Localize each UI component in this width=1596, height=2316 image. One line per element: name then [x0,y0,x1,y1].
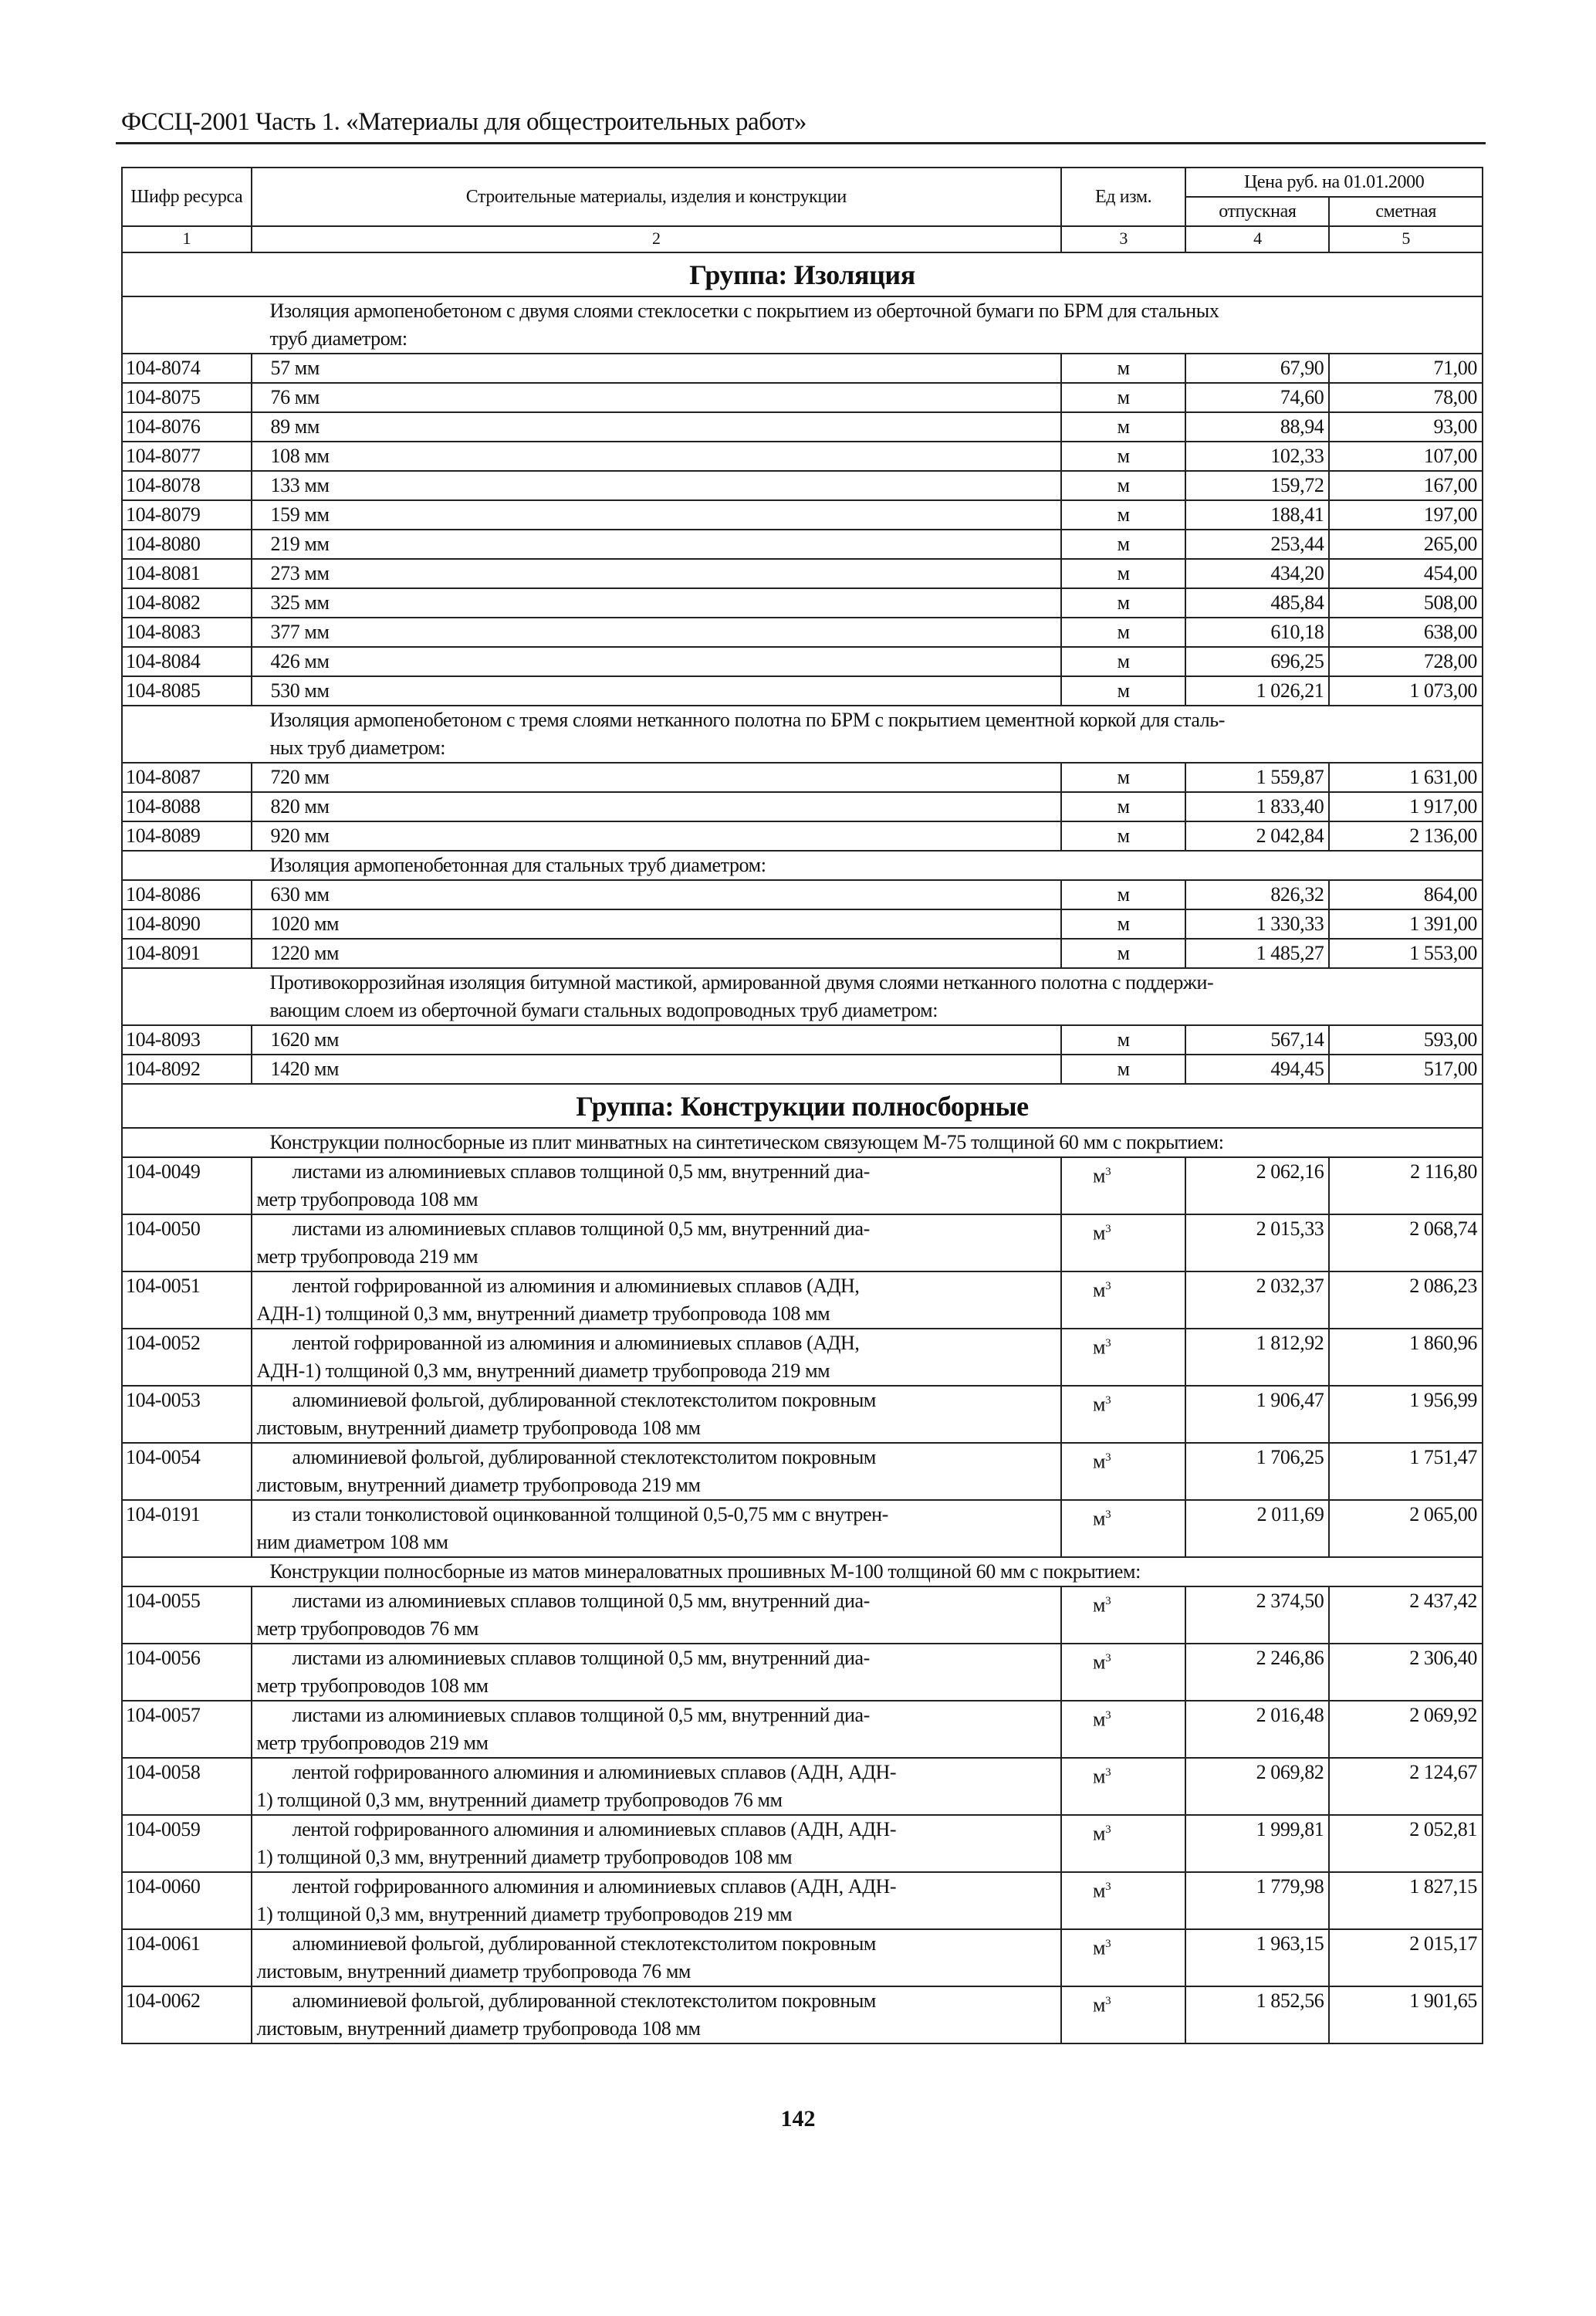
resource-code: 104-0062 [122,1986,252,2043]
table-row [122,442,1483,471]
unit [1061,647,1185,676]
unit-text: м [1117,474,1130,496]
release-price: 2 011,69 [1185,1500,1329,1557]
item-name: 325 мм [252,588,1062,618]
price-table [121,167,1483,2044]
item-name: 1420 мм [252,1055,1062,1084]
unit-superscript: 3 [1105,1595,1111,1607]
unit-text: м [1093,1765,1106,1788]
unit-superscript: 3 [1105,1709,1111,1722]
unit-text: м [1093,1507,1106,1530]
resource-code: 104-8087 [122,763,252,792]
estimate-price: 1 827,15 [1329,1872,1483,1929]
resource-code: 104-8093 [122,1025,252,1055]
table-row [122,1214,1483,1271]
subheading: Изоляция армопенобетонная для стальных труб диаметром: [252,851,1483,880]
unit [1061,763,1185,792]
group-heading-row [122,252,1483,296]
unit-text: м [1093,1993,1106,2016]
resource-code: 104-0061 [122,1929,252,1986]
unit-superscript: 3 [1105,1337,1111,1349]
unit-text: м [1117,650,1130,672]
release-price: 102,33 [1185,442,1329,471]
table-row [122,821,1483,851]
table-row [122,880,1483,909]
table-row [122,471,1483,500]
table-row [122,1815,1483,1872]
estimate-price: 517,00 [1329,1055,1483,1084]
unit [1061,1872,1185,1929]
unit [1061,588,1185,618]
unit [1061,1986,1185,2043]
table-row [122,1644,1483,1701]
item-name: 920 мм [252,821,1062,851]
unit [1061,442,1185,471]
unit-text: м [1117,766,1130,788]
resource-code: 104-0058 [122,1758,252,1815]
estimate-price: 1 917,00 [1329,792,1483,821]
estimate-price: 167,00 [1329,471,1483,500]
item-name: 1020 мм [252,909,1062,939]
table-row [122,1872,1483,1929]
item-name: 133 мм [252,471,1062,500]
unit-text: м [1117,913,1130,935]
unit-text: м [1117,1058,1130,1080]
estimate-price: 1 751,47 [1329,1443,1483,1500]
estimate-price: 2 124,67 [1329,1758,1483,1815]
resource-code: 104-0054 [122,1443,252,1500]
resource-code: 104-8078 [122,471,252,500]
subheading-row [122,296,1483,354]
estimate-price: 2 069,92 [1329,1701,1483,1758]
unit [1061,1157,1185,1214]
resource-code: 104-8092 [122,1055,252,1084]
empty-cell [122,706,252,763]
unit [1061,412,1185,442]
table-row [122,676,1483,706]
item-name: 1220 мм [252,939,1062,968]
item-name: 159 мм [252,500,1062,530]
resource-code: 104-8075 [122,383,252,412]
resource-code: 104-8082 [122,588,252,618]
estimate-price: 728,00 [1329,647,1483,676]
unit-text: м [1117,1028,1130,1051]
subheading-row [122,968,1483,1025]
col-header-code: Шифр ресурса [122,168,252,226]
unit [1061,559,1185,588]
unit-superscript: 3 [1105,1394,1111,1407]
document-header: ФССЦ-2001 Часть 1. «Материалы для общестроительных работ» [121,108,806,136]
item-name: 273 мм [252,559,1062,588]
item-name: листами из алюминиевых сплавов толщиной 0,5 мм, внутренний диа- метр трубопроводов 108 мм [252,1644,1062,1701]
release-price: 1 833,40 [1185,792,1329,821]
unit [1061,1758,1185,1815]
table-row [122,647,1483,676]
unit-text: м [1093,1879,1106,1902]
release-price: 610,18 [1185,618,1329,647]
resource-code: 104-8080 [122,530,252,559]
estimate-price: 2 065,00 [1329,1500,1483,1557]
unit [1061,880,1185,909]
subheading-row [122,1128,1483,1157]
estimate-price: 864,00 [1329,880,1483,909]
unit-text: м [1093,1651,1106,1674]
unit-text: м [1117,445,1130,467]
subheading-row [122,706,1483,763]
col-header-name: Строительные материалы, изделия и конструкции [252,168,1062,226]
unit-text: м [1093,1450,1106,1473]
unit-superscript: 3 [1105,1223,1111,1235]
resource-code: 104-8089 [122,821,252,851]
unit-superscript: 3 [1105,1280,1111,1292]
release-price: 485,84 [1185,588,1329,618]
table-row [122,1271,1483,1329]
resource-code: 104-8088 [122,792,252,821]
unit [1061,939,1185,968]
col-header-price: Цена руб. на 01.01.2000 [1185,168,1483,197]
estimate-price: 93,00 [1329,412,1483,442]
unit [1061,500,1185,530]
unit [1061,1386,1185,1443]
item-name: листами из алюминиевых сплавов толщиной 0,5 мм, внутренний диа- метр трубопроводов 219 мм [252,1701,1062,1758]
estimate-price: 1 391,00 [1329,909,1483,939]
item-name: лентой гофрированного алюминия и алюминиевых сплавов (АДН, АДН- 1) толщиной 0,3 мм, внутренний диаметр трубопроводов 108 мм [252,1815,1062,1872]
table-row [122,1929,1483,1986]
unit-text: м [1117,679,1130,702]
table-row [122,354,1483,383]
table-row [122,1986,1483,2043]
unit-superscript: 3 [1105,1451,1111,1464]
estimate-price: 78,00 [1329,383,1483,412]
unit [1061,618,1185,647]
resource-code: 104-8091 [122,939,252,968]
resource-code: 104-8081 [122,559,252,588]
item-name: лентой гофрированного алюминия и алюминиевых сплавов (АДН, АДН- 1) толщиной 0,3 мм, внутренний диаметр трубопроводов 76 мм [252,1758,1062,1815]
unit [1061,1500,1185,1557]
estimate-price: 1 956,99 [1329,1386,1483,1443]
unit-text: м [1117,621,1130,643]
table-row [122,1500,1483,1557]
release-price: 1 812,92 [1185,1329,1329,1386]
resource-code: 104-8079 [122,500,252,530]
resource-code: 104-0052 [122,1329,252,1386]
unit [1061,1271,1185,1329]
subheading-row [122,851,1483,880]
resource-code: 104-0059 [122,1815,252,1872]
subheading: Изоляция армопенобетоном с тремя слоями нетканного полотна по БРМ с покрытием цементной коркой для сталь- ных труб диаметром: [252,706,1483,763]
release-price: 696,25 [1185,647,1329,676]
release-price: 159,72 [1185,471,1329,500]
estimate-price: 197,00 [1329,500,1483,530]
estimate-price: 1 901,65 [1329,1986,1483,2043]
release-price: 1 852,56 [1185,1986,1329,2043]
unit [1061,1701,1185,1758]
item-name: листами из алюминиевых сплавов толщиной 0,5 мм, внутренний диа- метр трубопровода 219 мм [252,1214,1062,1271]
estimate-price: 265,00 [1329,530,1483,559]
estimate-price: 593,00 [1329,1025,1483,1055]
release-price: 826,32 [1185,880,1329,909]
unit-text: м [1093,1708,1106,1731]
estimate-price: 2 116,80 [1329,1157,1483,1214]
unit-text: м [1093,1593,1106,1617]
estimate-price: 2 437,42 [1329,1586,1483,1644]
estimate-price: 1 553,00 [1329,939,1483,968]
table-row [122,530,1483,559]
release-price: 494,45 [1185,1055,1329,1084]
release-price: 1 559,87 [1185,763,1329,792]
estimate-price: 638,00 [1329,618,1483,647]
unit [1061,1443,1185,1500]
subheading: Изоляция армопенобетоном с двумя слоями стеклосетки с покрытием из оберточной бумаги по БРМ для стальных труб диаметром: [252,296,1483,354]
release-price: 567,14 [1185,1025,1329,1055]
unit [1061,383,1185,412]
empty-cell [122,1557,252,1586]
estimate-price: 1 631,00 [1329,763,1483,792]
table-row [122,1443,1483,1500]
item-name: 530 мм [252,676,1062,706]
table-row [122,1025,1483,1055]
col-index: 1 [122,226,252,252]
estimate-price: 2 052,81 [1329,1815,1483,1872]
estimate-price: 2 086,23 [1329,1271,1483,1329]
empty-cell [122,968,252,1025]
estimate-price: 454,00 [1329,559,1483,588]
unit [1061,1025,1185,1055]
unit [1061,1214,1185,1271]
item-name: листами из алюминиевых сплавов толщиной 0,5 мм, внутренний диа- метр трубопроводов 76 мм [252,1586,1062,1644]
estimate-price: 1 073,00 [1329,676,1483,706]
table-row [122,1701,1483,1758]
release-price: 2 374,50 [1185,1586,1329,1644]
item-name: лентой гофрированного алюминия и алюминиевых сплавов (АДН, АДН- 1) толщиной 0,3 мм, внутренний диаметр трубопроводов 219 мм [252,1872,1062,1929]
unit-text: м [1117,883,1130,906]
unit-text: м [1093,1221,1106,1244]
col-index: 2 [252,226,1062,252]
unit-text: м [1117,415,1130,438]
resource-code: 104-8090 [122,909,252,939]
table-row [122,939,1483,968]
release-price: 1 706,25 [1185,1443,1329,1500]
item-name: 108 мм [252,442,1062,471]
col-header-release: отпускная [1185,197,1329,226]
unit-superscript: 3 [1105,1995,1111,2007]
table-row [122,383,1483,412]
resource-code: 104-0049 [122,1157,252,1214]
page-number: 142 [780,2106,816,2131]
release-price: 2 062,16 [1185,1157,1329,1214]
empty-cell [122,851,252,880]
unit [1061,1929,1185,1986]
table-row [122,1055,1483,1084]
resource-code: 104-0053 [122,1386,252,1443]
estimate-price: 2 015,17 [1329,1929,1483,1986]
unit [1061,792,1185,821]
resource-code: 104-8083 [122,618,252,647]
resource-code: 104-8086 [122,880,252,909]
col-index: 5 [1329,226,1483,252]
release-price: 2 032,37 [1185,1271,1329,1329]
resource-code: 104-8074 [122,354,252,383]
release-price: 1 485,27 [1185,939,1329,968]
table-row [122,1586,1483,1644]
unit [1061,909,1185,939]
unit-superscript: 3 [1105,1881,1111,1893]
estimate-price: 2 306,40 [1329,1644,1483,1701]
resource-code: 104-8084 [122,647,252,676]
unit-text: м [1117,824,1130,847]
item-name: 57 мм [252,354,1062,383]
header-rule [116,142,1486,144]
unit-text: м [1117,503,1130,526]
release-price: 253,44 [1185,530,1329,559]
unit-superscript: 3 [1105,1823,1111,1836]
item-name: алюминиевой фольгой, дублированной стеклотекстолитом покровным листовым, внутренний диаметр трубопровода 108 мм [252,1986,1062,2043]
unit-superscript: 3 [1105,1508,1111,1521]
estimate-price: 71,00 [1329,354,1483,383]
unit-text: м [1117,533,1130,555]
table-row [122,763,1483,792]
resource-code: 104-0051 [122,1271,252,1329]
item-name: 630 мм [252,880,1062,909]
col-index: 3 [1061,226,1185,252]
item-name: из стали тонколистовой оцинкованной толщиной 0,5-0,75 мм с внутрен- ним диаметром 108 мм [252,1500,1062,1557]
estimate-price: 2 068,74 [1329,1214,1483,1271]
estimate-price: 2 136,00 [1329,821,1483,851]
unit [1061,1055,1185,1084]
unit [1061,354,1185,383]
unit [1061,1586,1185,1644]
unit-superscript: 3 [1105,1166,1111,1178]
resource-code: 104-8077 [122,442,252,471]
unit [1061,1815,1185,1872]
item-name: 426 мм [252,647,1062,676]
item-name: 76 мм [252,383,1062,412]
unit-text: м [1117,357,1130,379]
item-name: алюминиевой фольгой, дублированной стеклотекстолитом покровным листовым, внутренний диаметр трубопровода 108 мм [252,1386,1062,1443]
unit-text: м [1093,1278,1106,1302]
release-price: 2 246,86 [1185,1644,1329,1701]
release-price: 2 069,82 [1185,1758,1329,1815]
item-name: листами из алюминиевых сплавов толщиной 0,5 мм, внутренний диа- метр трубопровода 108 мм [252,1157,1062,1214]
release-price: 188,41 [1185,500,1329,530]
item-name: лентой гофрированной из алюминия и алюминиевых сплавов (АДН, АДН-1) толщиной 0,3 мм, внутренний диаметр трубопровода 219 мм [252,1329,1062,1386]
group-heading: Группа: Изоляция [122,252,1483,296]
resource-code: 104-0055 [122,1586,252,1644]
table-row [122,1329,1483,1386]
unit-text: м [1093,1822,1106,1845]
release-price: 1 906,47 [1185,1386,1329,1443]
group-heading: Группа: Конструкции полносборные [122,1084,1483,1128]
table-row [122,909,1483,939]
release-price: 2 016,48 [1185,1701,1329,1758]
resource-code: 104-0056 [122,1644,252,1701]
item-name: лентой гофрированной из алюминия и алюминиевых сплавов (АДН, АДН-1) толщиной 0,3 мм, внутренний диаметр трубопровода 108 мм [252,1271,1062,1329]
subheading: Конструкции полносборные из плит минватных на синтетическом связующем М-75 толщиной 60 мм с покрытием: [252,1128,1483,1157]
item-name: 377 мм [252,618,1062,647]
release-price: 1 026,21 [1185,676,1329,706]
item-name: 720 мм [252,763,1062,792]
subheading-row [122,1557,1483,1586]
release-price: 88,94 [1185,412,1329,442]
unit [1061,1644,1185,1701]
unit-text: м [1093,1164,1106,1187]
unit [1061,676,1185,706]
resource-code: 104-8085 [122,676,252,706]
item-name: алюминиевой фольгой, дублированной стеклотекстолитом покровным листовым, внутренний диаметр трубопровода 76 мм [252,1929,1062,1986]
table-row [122,412,1483,442]
estimate-price: 508,00 [1329,588,1483,618]
unit [1061,530,1185,559]
resource-code: 104-0191 [122,1500,252,1557]
subheading: Противокоррозийная изоляция битумной мастикой, армированной двумя слоями нетканного полотна с поддержи- вающим слоем из оберточной бумаги стальных водопроводных труб диаметром: [252,968,1483,1025]
resource-code: 104-0057 [122,1701,252,1758]
unit-text: м [1093,1393,1106,1416]
unit-superscript: 3 [1105,1652,1111,1664]
release-price: 2 042,84 [1185,821,1329,851]
release-price: 434,20 [1185,559,1329,588]
item-name: 89 мм [252,412,1062,442]
unit-text: м [1117,942,1130,964]
table-row [122,618,1483,647]
item-name: 820 мм [252,792,1062,821]
col-index: 4 [1185,226,1329,252]
unit-text: м [1117,562,1130,584]
estimate-price: 107,00 [1329,442,1483,471]
unit [1061,1329,1185,1386]
resource-code: 104-0050 [122,1214,252,1271]
unit-text: м [1117,591,1130,614]
unit-text: м [1117,795,1130,818]
release-price: 1 779,98 [1185,1872,1329,1929]
empty-cell [122,1128,252,1157]
release-price: 1 330,33 [1185,909,1329,939]
table-row [122,792,1483,821]
table-row [122,1386,1483,1443]
release-price: 67,90 [1185,354,1329,383]
col-header-estimate: сметная [1329,197,1483,226]
item-name: 219 мм [252,530,1062,559]
table-row [122,588,1483,618]
subheading: Конструкции полносборные из матов минераловатных прошивных М-100 толщиной 60 мм с покрытием: [252,1557,1483,1586]
unit-text: м [1093,1936,1106,1959]
unit-superscript: 3 [1105,1766,1111,1779]
release-price: 1 999,81 [1185,1815,1329,1872]
unit [1061,471,1185,500]
unit [1061,821,1185,851]
table-row [122,1758,1483,1815]
resource-code: 104-8076 [122,412,252,442]
group-heading-row [122,1084,1483,1128]
table-row [122,1157,1483,1214]
item-name: 1620 мм [252,1025,1062,1055]
release-price: 74,60 [1185,383,1329,412]
empty-cell [122,296,252,354]
table-row [122,500,1483,530]
item-name: алюминиевой фольгой, дублированной стеклотекстолитом покровным листовым, внутренний диаметр трубопровода 219 мм [252,1443,1062,1500]
col-header-unit: Ед изм. [1061,168,1185,226]
estimate-price: 1 860,96 [1329,1329,1483,1386]
unit-text: м [1117,386,1130,408]
unit-text: м [1093,1336,1106,1359]
release-price: 2 015,33 [1185,1214,1329,1271]
resource-code: 104-0060 [122,1872,252,1929]
release-price: 1 963,15 [1185,1929,1329,1986]
table-row [122,559,1483,588]
unit-superscript: 3 [1105,1938,1111,1950]
